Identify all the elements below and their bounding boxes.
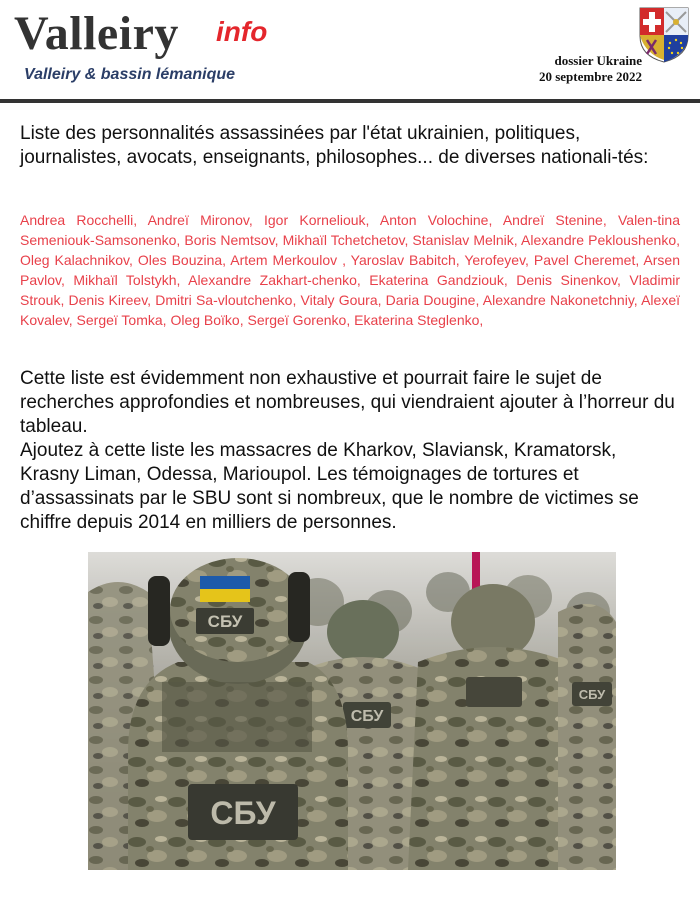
- article-photo: [88, 552, 616, 870]
- sbu-patch-text: СБУ: [350, 708, 384, 725]
- coat-of-arms-icon: [638, 6, 690, 64]
- article-intro: Liste des personnalités assassinées par l'état ukrainien, politiques, journalistes, avocats, enseignants, philosophes... de diverses nationali-tés:: [20, 123, 649, 168]
- dossier-date: 20 septembre 2022: [538, 69, 642, 84]
- sbu-patch-text: СБУ: [210, 795, 276, 831]
- sbu-soldiers-image: [88, 552, 616, 870]
- article-paragraph: Cette liste est évidemment non exhaustive et pourrait faire le sujet de recherches approfondies et nombreuses, qui viendraient ajouter à l’horreur du tableau.: [20, 368, 675, 437]
- sbu-patch-text: СБУ: [207, 612, 243, 631]
- dossier-title: dossier Ukraine: [554, 53, 642, 68]
- page-header: [0, 0, 700, 100]
- logo-accent: info: [216, 16, 268, 47]
- header-divider: [0, 99, 700, 103]
- victims-list: Andrea Rocchelli, Andreï Mironov, Igor Korneliouk, Anton Volochine, Andreï Stenine, Valen-tina Semeniouk-Samsonenko, Boris Nemtsov, Mikhaïl Tchetchetov, Stanislav Melnik, Alexandre Pekloushenko, Oleg Kalachnikov, Oles Bouzina, Artem Merkoulov , Yaroslav Babitch, Yerofeyev, Pavel Cheremet, Arsen Pavlov, Mikhaïl Tolstykh, Alexandre Zakhart-chenko, Ekaterina Gandziouk, Denis Sinenkov, Vladimir Strouk, Denis Kireev, Dmitri Sa-vloutchenko, Vitaly Goura, Daria Dougine, Alexandre Nakonetchniy, Alexeï Kovalev, Sergeï Tomka, Oleg Boïko, Sergeï Gorenko, Ekaterina Steglenko,: [20, 212, 680, 328]
- logo-wordmark: Valleiry: [14, 7, 179, 60]
- sbu-patch-text: СБУ: [578, 687, 606, 702]
- article-paragraph: Ajoutez à cette liste les massacres de Kharkov, Slaviansk, Kramatorsk, Krasny Liman, Odessa, Marioupol. Les témoignages de tortures et d’assassinats par le SBU sont si nombreux, que le nombre de victimes se chiffre depuis 2014 en milliers de personnes.: [20, 440, 639, 533]
- dossier-info: [539, 53, 642, 85]
- site-tagline: Valleiry & bassin lémanique: [24, 66, 236, 83]
